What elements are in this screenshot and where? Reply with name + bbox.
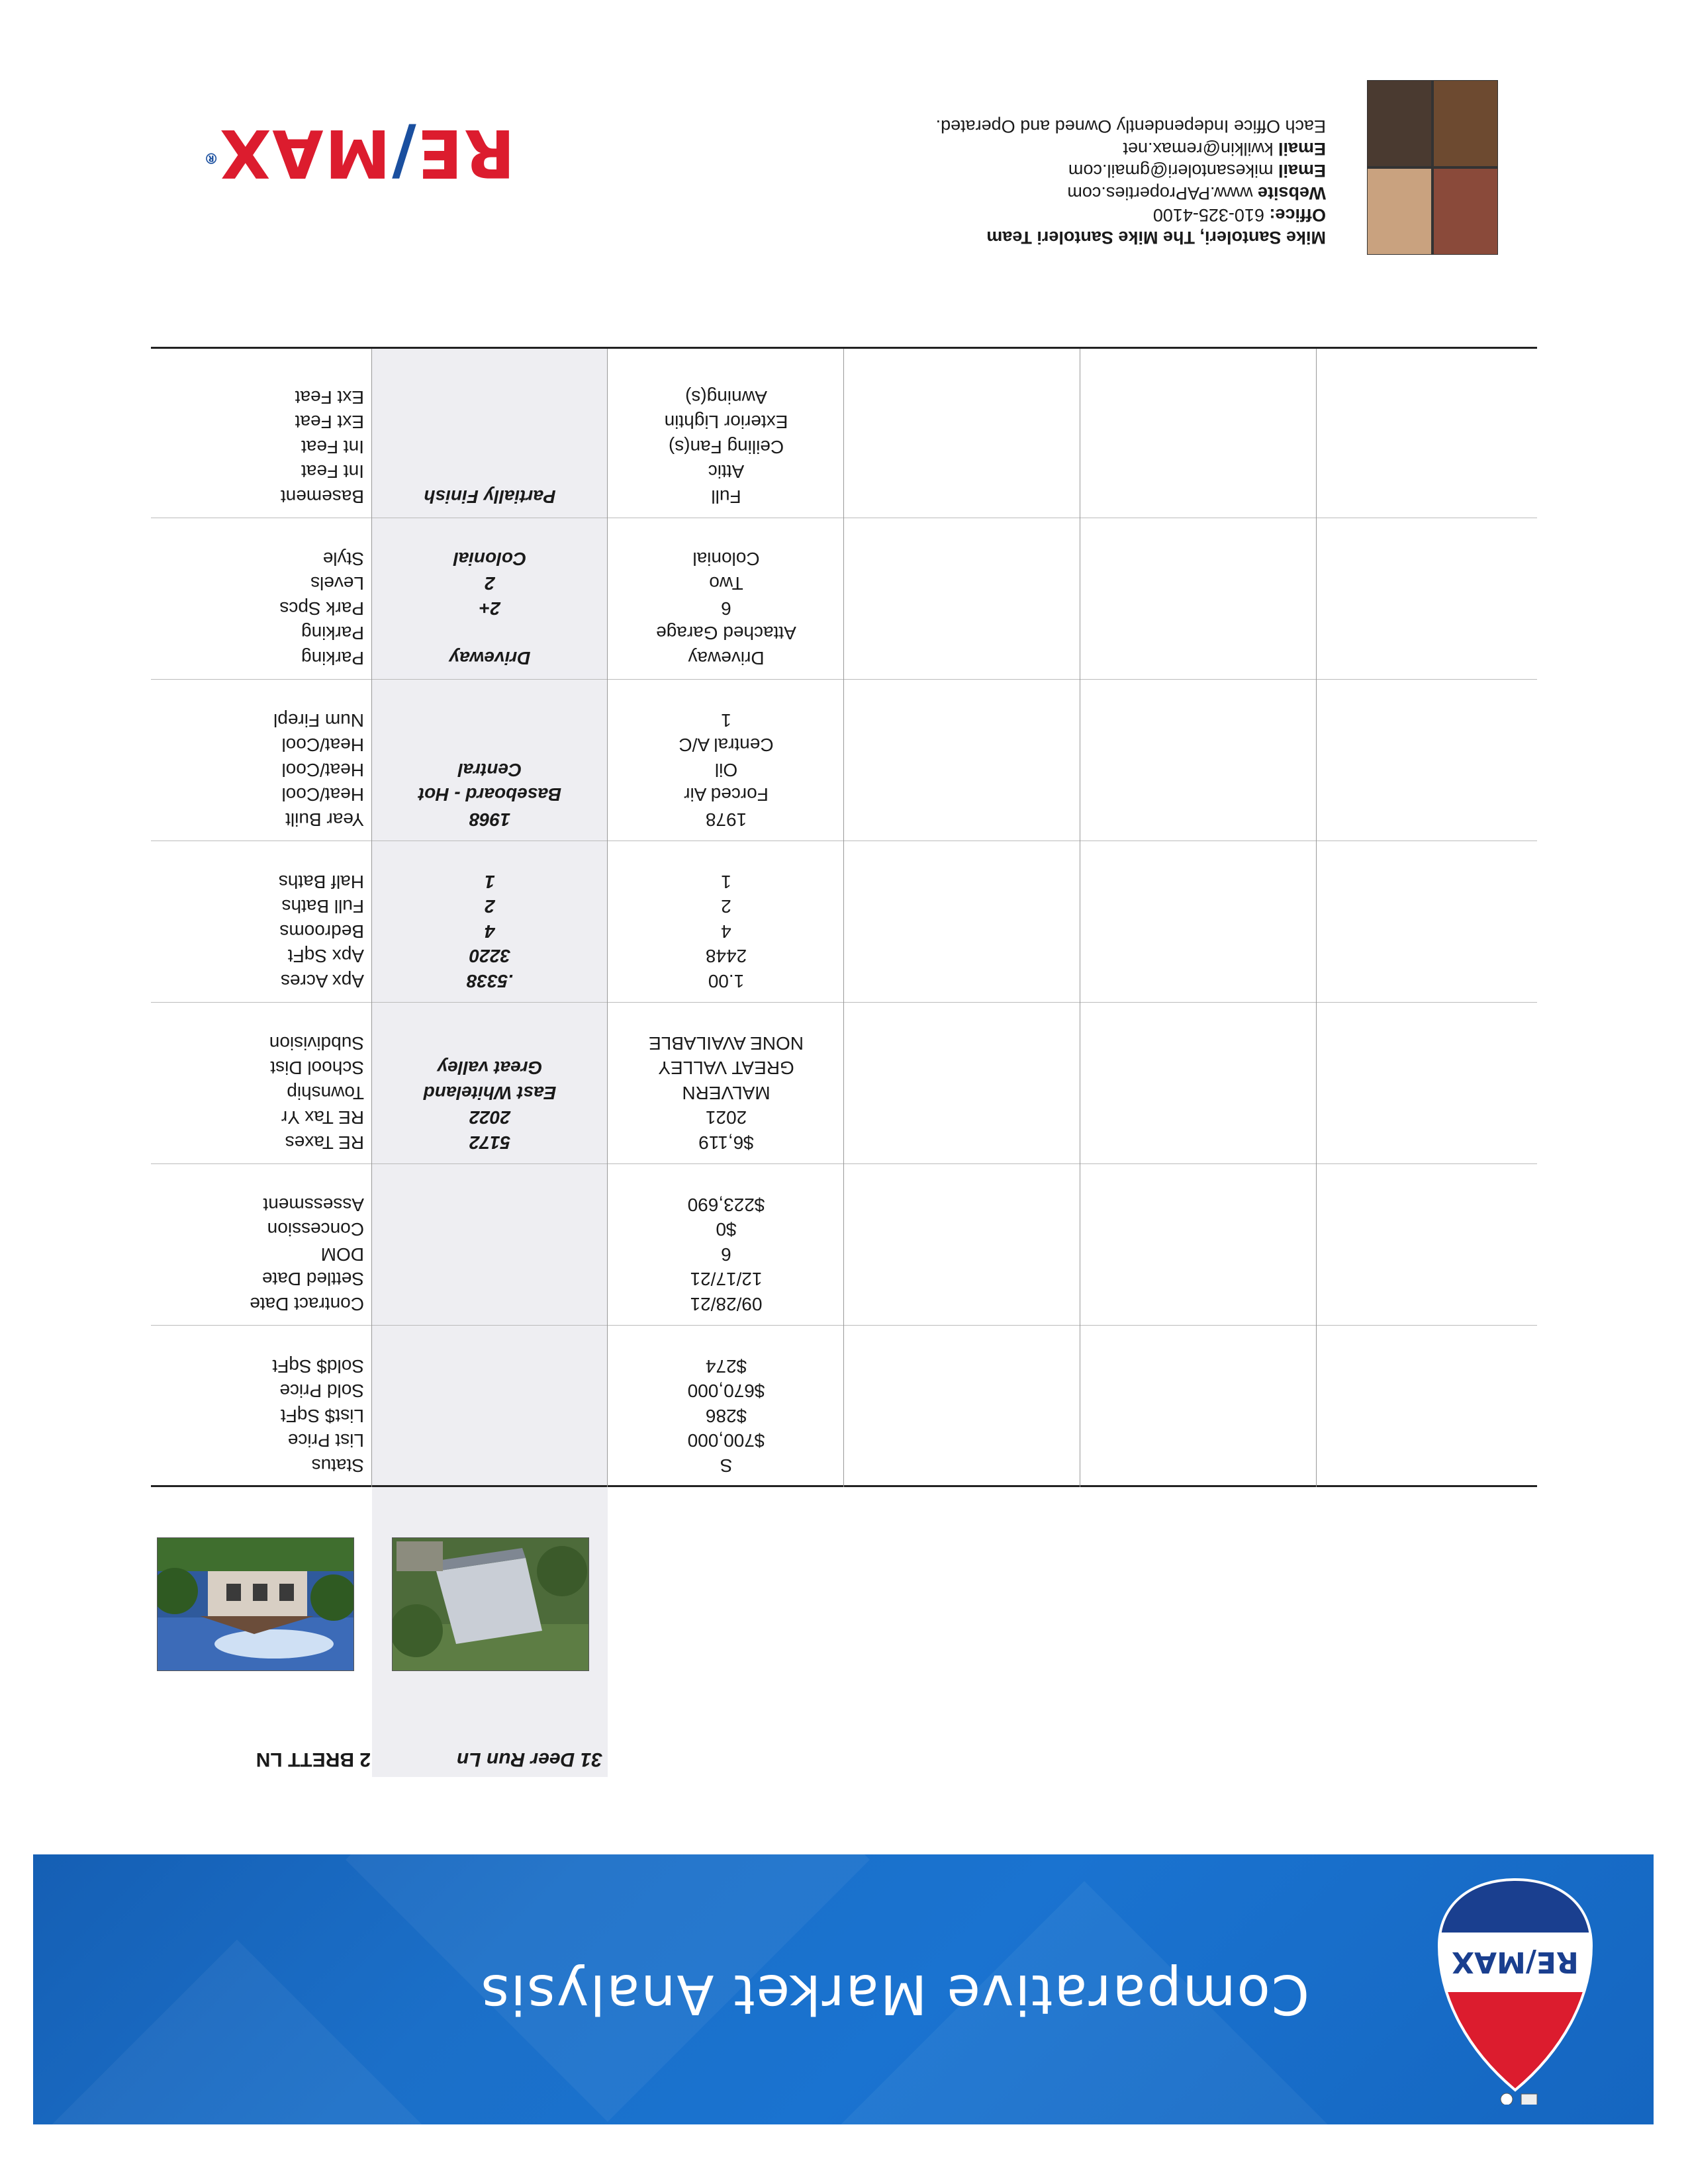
subject-cell xyxy=(381,733,599,758)
email-label: Email xyxy=(1278,139,1326,159)
subject-cell: 1 xyxy=(485,872,495,892)
subject-values xyxy=(381,870,599,994)
field-label: Township xyxy=(287,1083,364,1103)
balloon-text: RE/MAX xyxy=(1452,1945,1579,1979)
comp-cell: $223,690 xyxy=(687,1195,765,1215)
subject-cell xyxy=(381,385,599,410)
subject-cell: 5172 xyxy=(469,1132,511,1153)
comp-values xyxy=(617,1031,835,1156)
field-label: List Price xyxy=(287,1430,364,1451)
header-banner xyxy=(33,1854,1654,2124)
field-label: Apx SqFt xyxy=(287,946,364,967)
subject-cell xyxy=(381,708,599,733)
comp-cell: Central A/C xyxy=(679,735,774,756)
field-label: Concession xyxy=(267,1219,364,1240)
comp-cell: Two xyxy=(709,573,743,594)
subject-values xyxy=(381,385,599,510)
column-divider xyxy=(371,349,372,1487)
comp-cell: $274 xyxy=(705,1356,747,1377)
field-label: Int Feat xyxy=(301,461,364,482)
comp-cell: Awning(s) xyxy=(685,387,767,408)
subject-cell xyxy=(381,1267,599,1292)
field-label: Full Baths xyxy=(281,896,364,917)
field-label: Heat/Cool xyxy=(281,760,364,780)
comp-cell: Forced Air xyxy=(684,784,769,805)
field-label: Settled Date xyxy=(261,1269,364,1290)
comp-cell: Driveway xyxy=(688,648,765,668)
field-label: Sold$ SqFt xyxy=(272,1356,364,1377)
field-label: Contract Date xyxy=(250,1294,364,1314)
subject-cell xyxy=(381,1453,599,1479)
subject-address: 31 Deer Run Ln xyxy=(456,1749,602,1770)
website-label: Website xyxy=(1257,183,1326,203)
comp-cell: 09/28/21 xyxy=(690,1294,763,1314)
subject-cell: Baseboard - Hot xyxy=(418,784,562,805)
field-label: Parking xyxy=(301,648,364,668)
subject-values xyxy=(381,1193,599,1317)
field-label: Ext Feat xyxy=(295,387,364,408)
field-labels xyxy=(269,1031,364,1156)
subject-cell: East Whiteland xyxy=(423,1083,557,1103)
group-divider xyxy=(151,1325,1537,1326)
comp-cell: $670,000 xyxy=(687,1381,765,1402)
agent-info xyxy=(936,115,1326,248)
field-label: List$ SqFt xyxy=(280,1406,364,1426)
comp-cell: 6 xyxy=(721,598,731,619)
comp-cell: Ceiling Fan(s) xyxy=(668,437,784,457)
logo-slash: / xyxy=(391,114,416,192)
field-label: Basement xyxy=(280,486,364,507)
comp-cell: $286 xyxy=(705,1406,747,1426)
comp-cell: Exterior Lightin xyxy=(664,412,788,433)
column-divider xyxy=(607,349,608,1487)
comp-cell: 1.00 xyxy=(708,971,745,991)
table-bottom-rule xyxy=(151,347,1537,349)
comp-cell: NONE AVAILABLE xyxy=(649,1033,804,1054)
subject-cell: .5338 xyxy=(466,971,514,991)
group-divider xyxy=(151,1002,1537,1003)
subject-cell: Driveway xyxy=(449,648,531,668)
logo-re: RE xyxy=(416,114,515,192)
subject-values xyxy=(381,547,599,671)
subject-cell xyxy=(381,459,599,484)
agent-email-link[interactable]: mikesantoleri@gmail.com xyxy=(1068,161,1274,181)
subject-cell xyxy=(381,1404,599,1429)
field-labels xyxy=(281,385,364,510)
comp-address: 2 BRETT LN xyxy=(256,1749,371,1770)
field-labels xyxy=(279,870,364,994)
subject-cell: Colonial xyxy=(453,549,527,569)
comp-cell: 4 xyxy=(721,921,731,942)
group-divider xyxy=(151,1163,1537,1164)
field-label: Subdivision xyxy=(269,1033,364,1054)
subject-cell xyxy=(381,410,599,435)
email-label: Email xyxy=(1278,161,1326,181)
field-label: Style xyxy=(322,549,364,569)
field-label: Heat/Cool xyxy=(281,735,364,756)
subject-cell xyxy=(381,1354,599,1379)
subject-cell xyxy=(381,1292,599,1317)
remax-logo xyxy=(203,114,515,192)
office-label: Office: xyxy=(1269,205,1326,226)
comp-cell: Attic xyxy=(708,461,745,482)
comp-cell: 2448 xyxy=(705,946,747,967)
agent-website-link[interactable]: www.PAProperties.com xyxy=(1067,183,1253,203)
field-label: Bedrooms xyxy=(279,921,364,942)
comp-values xyxy=(617,1193,835,1317)
subject-cell xyxy=(381,1217,599,1242)
subject-values xyxy=(381,1354,599,1479)
field-label: RE Tax Yr xyxy=(281,1107,364,1128)
field-label: Apx Acres xyxy=(280,971,364,991)
banner-facet xyxy=(33,1940,461,2124)
comp-cell: $6,119 xyxy=(698,1132,754,1153)
logo-mark: ® xyxy=(203,149,219,166)
subject-cell xyxy=(381,1242,599,1267)
comp-cell: 2 xyxy=(721,896,731,917)
comp-cell: Full xyxy=(711,486,741,507)
subject-cell xyxy=(381,435,599,460)
page-title: Comparative Market Analysis xyxy=(479,1962,1309,2025)
comp-cell: S xyxy=(720,1455,733,1476)
subject-values xyxy=(381,1031,599,1156)
comp-cell: 1 xyxy=(721,872,731,892)
subject-photo xyxy=(392,1537,589,1671)
comp-cell: $0 xyxy=(716,1219,737,1240)
comp-cell: 1 xyxy=(721,710,731,731)
agent-email-link[interactable]: kwilkin@remax.net xyxy=(1123,139,1274,159)
subject-cell: 4 xyxy=(485,921,495,942)
comp-cell: $700,000 xyxy=(687,1430,765,1451)
column-divider xyxy=(1316,349,1317,1487)
subject-cell xyxy=(381,1031,599,1056)
subject-cell xyxy=(381,1379,599,1404)
subject-cell: 2 xyxy=(485,573,495,594)
field-label: Heat/Cool xyxy=(281,784,364,805)
column-divider xyxy=(843,349,844,1487)
table-top-rule xyxy=(151,1485,1537,1487)
field-labels xyxy=(250,1193,364,1317)
field-label: RE Taxes xyxy=(285,1132,364,1153)
subject-cell xyxy=(381,1428,599,1453)
subject-values xyxy=(381,708,599,833)
field-label: Half Baths xyxy=(278,872,364,892)
subject-cell xyxy=(381,1193,599,1218)
comp-values xyxy=(617,547,835,671)
field-label: Int Feat xyxy=(301,437,364,457)
logo-max: MAX xyxy=(218,114,391,192)
subject-cell: 2022 xyxy=(469,1107,511,1128)
field-label: Num Firepl xyxy=(273,710,364,731)
comp-cell: MALVERN xyxy=(682,1083,771,1103)
comp-cell: 2021 xyxy=(705,1107,747,1128)
field-label: School Dist xyxy=(270,1058,364,1079)
comp-values xyxy=(617,1354,835,1479)
field-label: Parking xyxy=(301,623,364,644)
field-labels xyxy=(272,1354,364,1479)
subject-cell: Great valley xyxy=(437,1058,543,1079)
subject-cell: Central xyxy=(457,760,522,780)
disclaimer: Each Office Independently Owned and Operated. xyxy=(935,116,1326,137)
field-label: Park Spcs xyxy=(279,598,364,619)
comp-values xyxy=(617,870,835,994)
field-labels xyxy=(279,547,364,671)
field-label: Assessment xyxy=(263,1195,364,1215)
comp-values xyxy=(617,708,835,833)
remax-balloon-icon xyxy=(1432,1866,1598,2105)
subject-cell: 2 xyxy=(485,896,495,917)
group-divider xyxy=(151,679,1537,680)
field-labels xyxy=(273,708,364,833)
comp-values xyxy=(617,385,835,510)
field-label: Status xyxy=(311,1455,364,1476)
field-label: Sold Price xyxy=(279,1381,364,1402)
comp-cell: Attached Garage xyxy=(656,623,796,644)
comp-cell: 12/17/21 xyxy=(690,1269,763,1290)
subject-cell: 2+ xyxy=(479,598,500,619)
comp-cell: 1978 xyxy=(705,809,747,830)
agent-team-photo xyxy=(1367,80,1498,255)
field-label: Year Built xyxy=(285,809,364,830)
subject-cell: 1968 xyxy=(469,809,511,830)
subject-cell: Partially Finish xyxy=(424,486,556,507)
subject-cell xyxy=(381,621,599,646)
field-label: Levels xyxy=(310,573,364,594)
office-phone: 610-325-4100 xyxy=(1152,205,1264,226)
subject-cell: 3220 xyxy=(469,946,511,967)
comp-cell: Colonial xyxy=(692,549,760,569)
field-label: Ext Feat xyxy=(295,412,364,433)
comp-cell: Oil xyxy=(714,760,738,780)
comp-cell: 6 xyxy=(721,1244,731,1265)
comp-cell: GREAT VALLEY xyxy=(658,1058,794,1079)
field-label: DOM xyxy=(320,1244,364,1265)
comp-photo xyxy=(157,1537,354,1671)
agent-name: Mike Santoleri, The Mike Santoleri Team xyxy=(986,228,1326,248)
